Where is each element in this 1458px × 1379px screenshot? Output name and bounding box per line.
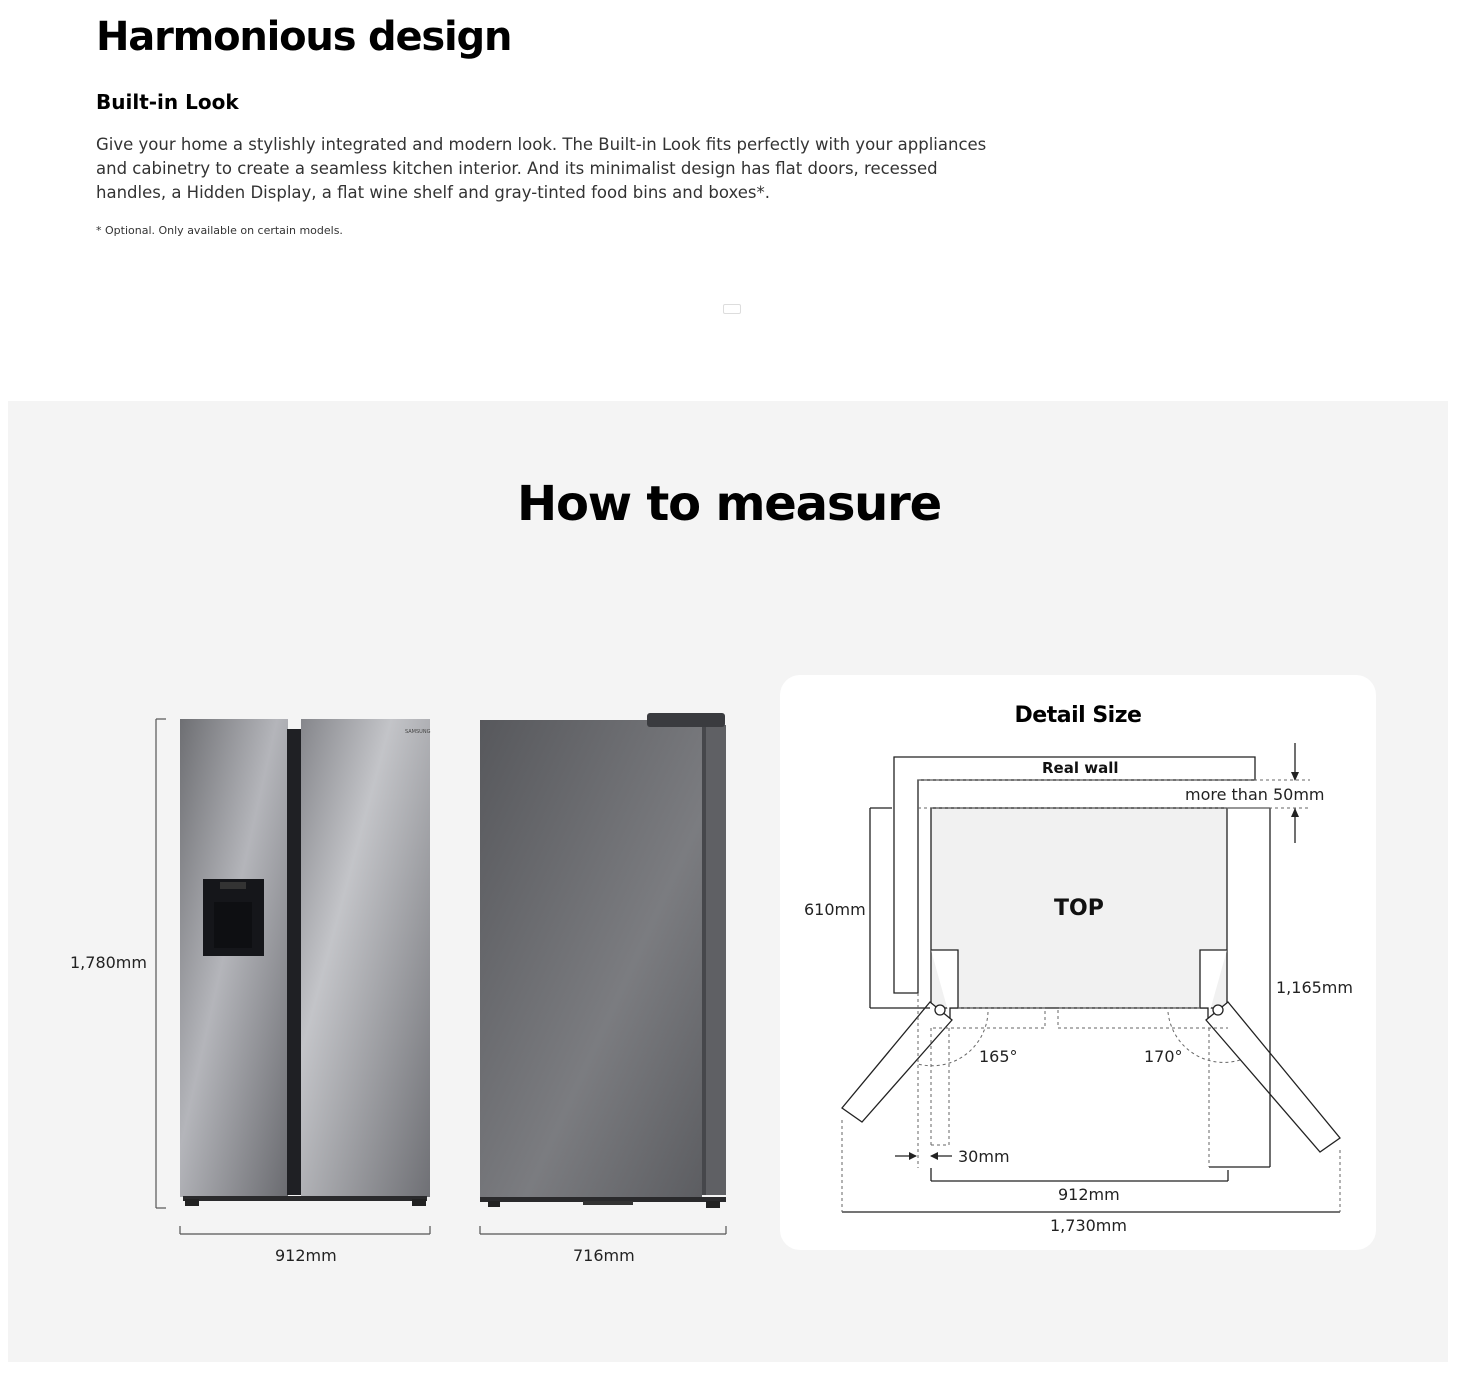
depth-610-label: 610mm (804, 900, 866, 919)
side-depth-label: 716mm (573, 1246, 635, 1265)
footnote: * Optional. Only available on certain models. (96, 224, 343, 237)
right-open-door (1206, 1002, 1340, 1152)
brand-logo: SAMSUNG (405, 729, 431, 735)
right-angle-label: 170° (1144, 1047, 1183, 1066)
top-label: TOP (1054, 896, 1104, 921)
real-wall-label: Real wall (1042, 759, 1119, 777)
left-angle-label: 165° (979, 1047, 1018, 1066)
open-depth-label: 1,165mm (1276, 978, 1353, 997)
front-height-label: 1,780mm (70, 953, 147, 972)
section-title: Harmonious design (96, 14, 512, 60)
front-width-label: 912mm (275, 1246, 337, 1265)
section-subtitle: Built-in Look (96, 90, 239, 114)
measure-title: How to measure (517, 476, 941, 532)
hinge-gap-label: 30mm (958, 1147, 1010, 1166)
section-description: Give your home a stylishly integrated and modern look. The Built-in Look fits perfectly with your appliances and cabinetry to create a seamless kitchen interior. And its minimalist design has flat doors, recessed handles, a Hidden Display, a flat wine shelf and gray-tinted food bins and boxes*. (96, 135, 987, 202)
gap-label: more than 50mm (1185, 785, 1325, 804)
left-open-door (842, 1002, 952, 1122)
body-width-label: 912mm (1058, 1185, 1120, 1204)
detail-size-title: Detail Size (1014, 703, 1142, 728)
open-width-label: 1,730mm (1050, 1216, 1127, 1235)
